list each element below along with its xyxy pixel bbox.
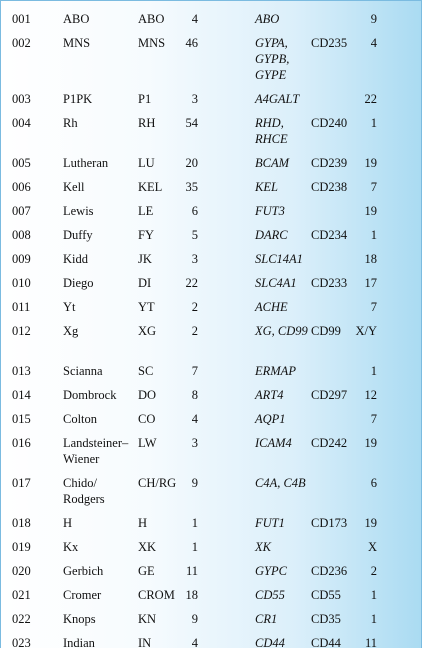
system-number: 023 [12, 636, 31, 648]
system-symbol: YT [138, 300, 155, 314]
antigen-count: 9 [191, 612, 198, 626]
antigen-count: 54 [185, 116, 198, 130]
chromosome: 4 [370, 36, 377, 50]
cd-number: CD233 [311, 276, 348, 290]
system-symbol: DI [138, 276, 152, 290]
system-name: Lewis [63, 204, 94, 218]
system-symbol: KN [138, 612, 157, 626]
system-name: Gerbich [63, 564, 104, 578]
system-name: Chido/ Rodgers [63, 476, 105, 506]
system-name: P1PK [63, 92, 93, 106]
system-name: Indian [63, 636, 95, 648]
cd-number: CD55 [311, 588, 341, 602]
system-number: 001 [12, 12, 31, 26]
system-symbol: KEL [138, 180, 163, 194]
cd-number: CD173 [311, 516, 348, 530]
system-name: Scianna [63, 364, 103, 378]
antigen-count: 18 [185, 588, 198, 602]
system-name: Kidd [63, 252, 88, 266]
chromosome: 2 [370, 564, 377, 578]
antigen-count: 35 [185, 180, 198, 194]
cd-number: CD234 [311, 228, 348, 242]
antigen-count: 2 [191, 324, 198, 338]
gene-name: DARC [255, 228, 288, 242]
chromosome: 19 [364, 156, 377, 170]
system-number: 015 [12, 412, 31, 426]
system-symbol: GE [138, 564, 155, 578]
system-number: 020 [12, 564, 31, 578]
system-number: 021 [12, 588, 31, 602]
system-number: 013 [12, 364, 31, 378]
gene-name: GYPC [255, 564, 287, 578]
gene-name: C4A, C4B [255, 476, 306, 490]
system-number: 011 [12, 300, 31, 314]
cd-number: CD239 [311, 156, 348, 170]
system-symbol: XK [138, 540, 157, 554]
cd-number: CD99 [311, 324, 341, 338]
system-number: 005 [12, 156, 31, 170]
cd-number: CD235 [311, 36, 348, 50]
system-number: 006 [12, 180, 31, 194]
cd-number: CD240 [311, 116, 348, 130]
system-symbol: SC [138, 364, 154, 378]
cd-number: CD242 [311, 436, 348, 450]
cd-number: CD236 [311, 564, 348, 578]
cd-number: CD297 [311, 388, 348, 402]
system-symbol: H [138, 516, 148, 530]
system-name: Kx [63, 540, 79, 554]
chromosome: 19 [364, 436, 377, 450]
system-number: 003 [12, 92, 31, 106]
gene-name: AQP1 [255, 412, 286, 426]
chromosome: X [367, 540, 377, 554]
system-name: Colton [63, 412, 98, 426]
system-number: 012 [12, 324, 31, 338]
antigen-count: 1 [191, 516, 198, 530]
system-number: 014 [12, 388, 31, 402]
chromosome: 7 [370, 180, 377, 194]
antigen-count: 1 [191, 540, 198, 554]
system-symbol: DO [138, 388, 157, 402]
gene-name: FUT3 [255, 204, 285, 218]
chromosome: 12 [364, 388, 377, 402]
chromosome: 1 [370, 228, 377, 242]
antigen-count: 3 [191, 252, 198, 266]
system-number: 008 [12, 228, 31, 242]
system-name: Kell [63, 180, 85, 194]
system-name: Rh [63, 116, 78, 130]
cd-number: CD35 [311, 612, 341, 626]
system-name: Cromer [63, 588, 102, 602]
gene-name: CD55 [255, 588, 285, 602]
antigen-count: 3 [191, 436, 198, 450]
system-name: H [63, 516, 73, 530]
system-symbol: IN [138, 636, 152, 648]
system-name: Landsteiner–Wiener [63, 436, 129, 466]
gene-name: KEL [255, 180, 278, 194]
system-symbol: MNS [138, 36, 166, 50]
system-number: 018 [12, 516, 31, 530]
system-symbol: FY [138, 228, 154, 242]
system-name: Lutheran [63, 156, 109, 170]
chromosome: 7 [370, 300, 377, 314]
system-number: 016 [12, 436, 31, 450]
antigen-count: 5 [191, 228, 198, 242]
system-number: 009 [12, 252, 31, 266]
top-rule [1, 0, 421, 1]
system-number: 022 [12, 612, 31, 626]
chromosome: 22 [364, 92, 377, 106]
gene-name: CD44 [255, 636, 285, 648]
gene-name: BCAM [255, 156, 290, 170]
antigen-count: 46 [185, 36, 198, 50]
chromosome: 7 [370, 412, 377, 426]
system-symbol: LE [138, 204, 154, 218]
system-symbol: CH/RG [138, 476, 177, 490]
gene-name: ERMAP [255, 364, 296, 378]
antigen-count: 3 [191, 92, 198, 106]
system-name: Dombrock [63, 388, 117, 402]
chromosome: 18 [364, 252, 377, 266]
system-symbol: LU [138, 156, 155, 170]
system-name: ABO [63, 12, 90, 26]
system-symbol: RH [138, 116, 156, 130]
system-symbol: LW [138, 436, 157, 450]
gene-name: CR1 [255, 612, 278, 626]
gene-name: ICAM4 [255, 436, 292, 450]
system-number: 010 [12, 276, 31, 290]
chromosome: 19 [364, 204, 377, 218]
gene-name: ACHE [255, 300, 288, 314]
system-name: Duffy [63, 228, 93, 242]
antigen-count: 7 [191, 364, 198, 378]
system-name: Yt [63, 300, 76, 314]
system-symbol: P1 [138, 92, 152, 106]
system-name: Diego [63, 276, 94, 290]
antigen-count: 4 [191, 12, 198, 26]
chromosome: 9 [370, 12, 377, 26]
gene-name: RHD, RHCE [255, 116, 288, 146]
chromosome: 19 [364, 516, 377, 530]
antigen-count: 8 [191, 388, 198, 402]
system-name: Knops [63, 612, 96, 626]
chromosome: 1 [370, 116, 377, 130]
gene-name: XG, CD99 [255, 324, 308, 338]
chromosome: 1 [370, 612, 377, 626]
antigen-count: 2 [191, 300, 198, 314]
antigen-count: 22 [185, 276, 198, 290]
cd-number: CD44 [311, 636, 341, 648]
chromosome: 6 [370, 476, 377, 490]
system-number: 002 [12, 36, 31, 50]
system-name: MNS [63, 36, 91, 50]
chromosome: X/Y [355, 324, 377, 338]
chromosome: 1 [370, 364, 377, 378]
system-symbol: CROM [138, 588, 175, 602]
system-symbol: ABO [138, 12, 165, 26]
system-number: 004 [12, 116, 31, 130]
gene-name: XK [255, 540, 271, 554]
chromosome: 11 [364, 636, 377, 648]
gene-name: ART4 [255, 388, 284, 402]
system-symbol: XG [138, 324, 157, 338]
chromosome: 17 [364, 276, 377, 290]
gene-name: SLC14A1 [255, 252, 303, 266]
antigen-count: 20 [185, 156, 198, 170]
system-symbol: JK [138, 252, 152, 266]
system-name: Xg [63, 324, 79, 338]
antigen-count: 9 [191, 476, 198, 490]
antigen-count: 4 [191, 412, 198, 426]
chromosome: 1 [370, 588, 377, 602]
cd-number: CD238 [311, 180, 348, 194]
system-symbol: CO [138, 412, 156, 426]
antigen-count: 11 [185, 564, 198, 578]
gene-name: A4GALT [255, 92, 300, 106]
gene-name: GYPA, GYPB, GYPE [255, 36, 290, 82]
system-number: 017 [12, 476, 31, 490]
antigen-count: 4 [191, 636, 198, 648]
system-number: 007 [12, 204, 31, 218]
gene-name: ABO [255, 12, 280, 26]
gene-name: SLC4A1 [255, 276, 297, 290]
system-number: 019 [12, 540, 31, 554]
gene-name: FUT1 [255, 516, 285, 530]
antigen-count: 6 [191, 204, 198, 218]
